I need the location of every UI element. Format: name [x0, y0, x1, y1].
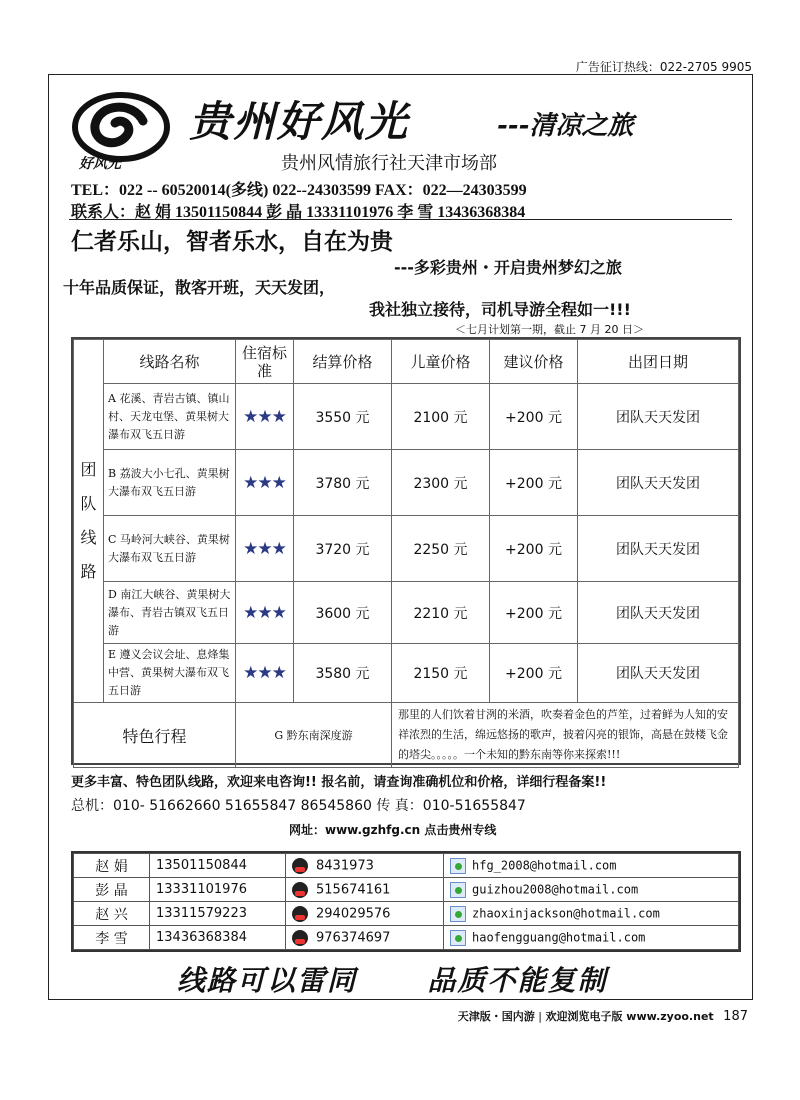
- depart-date: 团队天天发团: [578, 644, 739, 703]
- footer-divider: |: [538, 1010, 546, 1023]
- col-suggest-price: 建议价格: [490, 340, 578, 384]
- brand-subtitle: ---清凉之旅: [497, 111, 634, 141]
- footer-welcome[interactable]: 欢迎浏览电子版 www.zyoo.net: [545, 1010, 714, 1023]
- edition-label: 天津版・国内游: [457, 1010, 535, 1023]
- contact-tel: 13311579223: [150, 902, 286, 926]
- feature-description: 那里的人们饮着甘洌的米酒，吹奏着金色的芦笙，过着鲜为人知的安祥浓烈的生活，绵远悠扬的歌声，披着闪亮的银饰，高悬在鼓楼飞金的塔尖。。。。。一个未知的黔东南等你来探索!!!: [392, 703, 739, 768]
- star-rating-icon: ★★★: [236, 644, 294, 703]
- star-rating-icon: ★★★: [236, 384, 294, 450]
- header-divider: [69, 219, 732, 220]
- contact-name: 李 雪: [74, 926, 150, 950]
- star-rating-icon: ★★★: [236, 582, 294, 644]
- contact-email[interactable]: hfg_2008@hotmail.com: [444, 854, 739, 878]
- settle-price: 3600 元: [294, 582, 392, 644]
- suggest-price: +200 元: [490, 384, 578, 450]
- contact-row: [74, 902, 739, 926]
- contact-tel: 13501150844: [150, 854, 286, 878]
- star-rating-icon: ★★★: [236, 516, 294, 582]
- qq-penguin-icon: [292, 906, 308, 922]
- settle-price: 3780 元: [294, 450, 392, 516]
- child-price: 2150 元: [392, 644, 490, 703]
- contact-qq: 976374697: [286, 926, 444, 950]
- route-name: A 花溪、青岩古镇、镇山村、天龙屯堡、黄果树大瀑布双飞五日游: [104, 384, 236, 450]
- logo-caption: 好风光: [79, 156, 121, 172]
- settle-price: 3550 元: [294, 384, 392, 450]
- route-name: B 荔波大小七孔、黄果树大瀑布双飞五日游: [104, 450, 236, 516]
- table-header-row: [74, 340, 739, 384]
- table-row: [74, 582, 739, 644]
- suggest-price: +200 元: [490, 450, 578, 516]
- child-price: 2210 元: [392, 582, 490, 644]
- route-name: C 马岭河大峡谷、黄果树大瀑布双飞五日游: [104, 516, 236, 582]
- main-slogan: 仁者乐山，智者乐水，自在为贵: [71, 229, 393, 255]
- child-price: 2250 元: [392, 516, 490, 582]
- contact-name: 赵 兴: [74, 902, 150, 926]
- qq-penguin-icon: [292, 930, 308, 946]
- motto: 线路可以雷同 品质不能复制: [177, 964, 608, 997]
- contact-tel: 13331101976: [150, 878, 286, 902]
- tagline: ---多彩贵州・开启贵州梦幻之旅: [394, 258, 622, 277]
- contacts-table: [71, 851, 741, 952]
- feature-row: [74, 703, 739, 768]
- table-row: [74, 384, 739, 450]
- contact-row: [74, 878, 739, 902]
- feature-route: G 黔东南深度游: [236, 703, 392, 768]
- contact-name: 彭 晶: [74, 878, 150, 902]
- contact-qq: 294029576: [286, 902, 444, 926]
- depart-date: 团队天天发团: [578, 516, 739, 582]
- feature-label: 特色行程: [74, 703, 236, 768]
- col-date: 出团日期: [578, 340, 739, 384]
- quality-slogan: 十年品质保证，散客开班，天天发团，: [63, 278, 336, 297]
- depart-date: 团队天天发团: [578, 582, 739, 644]
- suggest-price: +200 元: [490, 644, 578, 703]
- website-line: 网址：www.gzhfg.cn 点击贵州专线: [289, 823, 497, 837]
- table-row: [74, 516, 739, 582]
- contact-email[interactable]: guizhou2008@hotmail.com: [444, 878, 739, 902]
- star-rating-icon: ★★★: [236, 450, 294, 516]
- col-lodging: 住宿标准: [236, 340, 294, 384]
- table-row: [74, 644, 739, 703]
- brand-title: 贵州好风光: [189, 97, 410, 146]
- col-route: 线路名称: [104, 340, 236, 384]
- contact-persons-line: 联系人：赵 娟 13501150844 彭 晶 13331101976 李 雪 13436368384: [71, 204, 526, 221]
- qq-penguin-icon: [292, 858, 308, 874]
- messenger-icon: [450, 906, 466, 922]
- route-name: D 南江大峡谷、黄果树大瀑布、青岩古镇双飞五日游: [104, 582, 236, 644]
- contact-qq: 8431973: [286, 854, 444, 878]
- switchboard-phones: 总机：010- 51662660 51655847 86545860 传 真：010-51655847: [71, 798, 526, 814]
- contact-tel: 13436368384: [150, 926, 286, 950]
- contact-email[interactable]: haofengguang@hotmail.com: [444, 926, 739, 950]
- more-info: 更多丰富、特色团队线路，欢迎来电咨询!! 报名前，请查询准确机位和价格，详细行程备案!!: [71, 775, 607, 790]
- service-slogan: 我社独立接待，司机导游全程如一!!!: [369, 300, 631, 319]
- tour-table: [71, 337, 741, 765]
- messenger-icon: [450, 930, 466, 946]
- suggest-price: +200 元: [490, 516, 578, 582]
- group-route-label: 团 队 线 路: [74, 340, 104, 703]
- depart-date: 团队天天发团: [578, 384, 739, 450]
- messenger-icon: [450, 882, 466, 898]
- col-child-price: 儿童价格: [392, 340, 490, 384]
- contact-email[interactable]: zhaoxinjackson@hotmail.com: [444, 902, 739, 926]
- child-price: 2100 元: [392, 384, 490, 450]
- plan-note: ＜七月计划第一期，截止 7 月 20 日＞: [455, 323, 644, 336]
- ad-hotline: 广告征订热线：022-2705 9905: [575, 60, 752, 74]
- page-number: 187: [723, 1009, 748, 1024]
- depart-date: 团队天天发团: [578, 450, 739, 516]
- settle-price: 3580 元: [294, 644, 392, 703]
- tel-fax-line: TEL：022 -- 60520014(多线) 022--24303599 FAX：022—24303599: [71, 182, 527, 199]
- settle-price: 3720 元: [294, 516, 392, 582]
- qq-penguin-icon: [292, 882, 308, 898]
- child-price: 2300 元: [392, 450, 490, 516]
- contact-qq: 515674161: [286, 878, 444, 902]
- contact-row: [74, 926, 739, 950]
- suggest-price: +200 元: [490, 582, 578, 644]
- page-footer: [458, 1008, 748, 1024]
- messenger-icon: [450, 858, 466, 874]
- advertisement-frame: [48, 74, 753, 1000]
- table-row: [74, 450, 739, 516]
- route-name: E 遵义会议会址、息烽集中营、黄果树大瀑布双飞五日游: [104, 644, 236, 703]
- contact-name: 赵 娟: [74, 854, 150, 878]
- contact-row: [74, 854, 739, 878]
- agency-name: 贵州风情旅行社天津市场部: [281, 153, 497, 174]
- col-settle-price: 结算价格: [294, 340, 392, 384]
